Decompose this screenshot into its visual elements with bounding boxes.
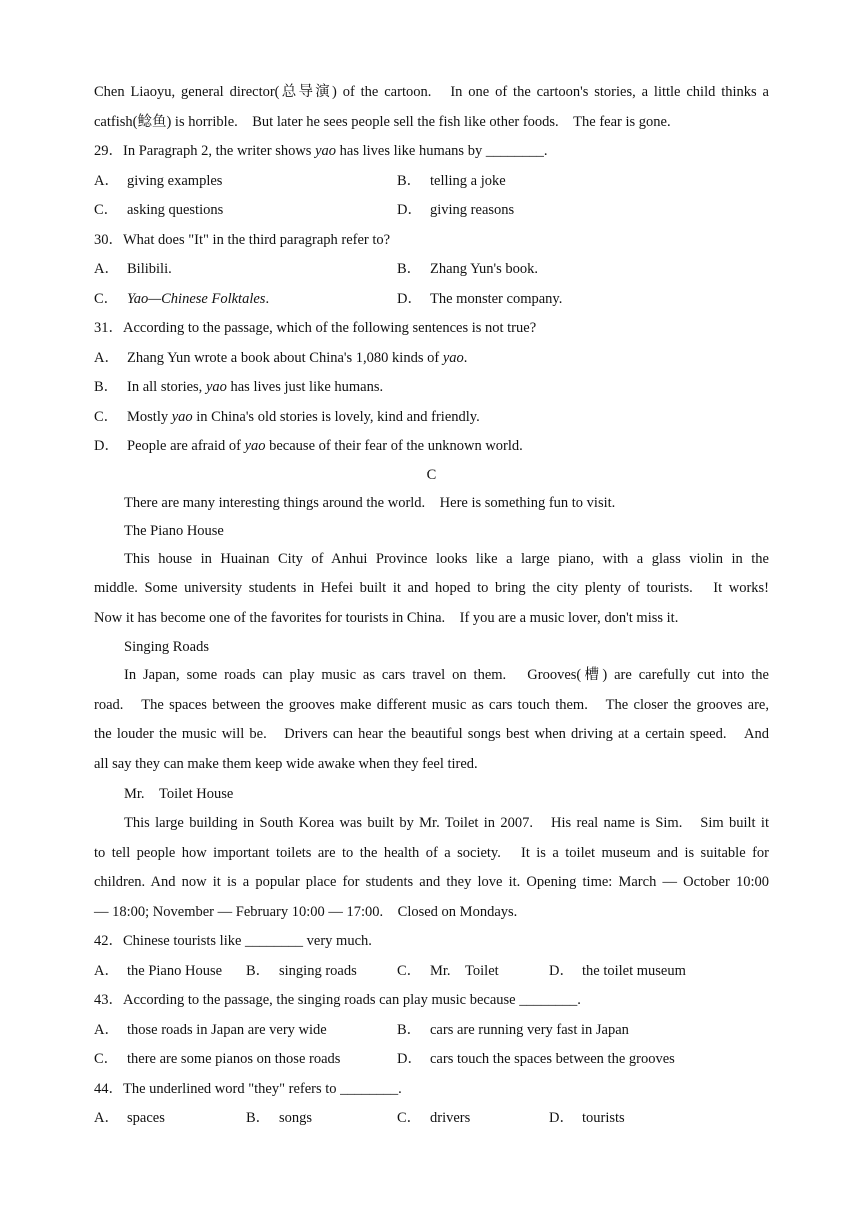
option-b[interactable]: B． telling a joke	[397, 172, 506, 189]
passage-line: middle. Some university students in Hefei built it and hoped to bring the city plenty of tourists. It works!	[94, 580, 769, 596]
passage-line: This house in Huainan City of Anhui Province looks like a large piano, with a glass violin in the	[124, 550, 769, 567]
section-intro: There are many interesting things around the world. Here is something fun to visit.	[124, 494, 616, 511]
option-d[interactable]: D． People are afraid of yao because of their fear of the unknown world.	[94, 438, 523, 454]
section-heading: C	[426, 466, 437, 483]
question-43-stem: 43．According to the passage, the singing roads can play music because ________.	[94, 992, 581, 1008]
passage-line: Now it has become one of the favorites for tourists in China. If you are a music lover, don't miss it.	[94, 609, 679, 626]
question-29-stem: 29．In Paragraph 2, the writer shows yao has lives like humans by ________.	[94, 143, 548, 159]
option-c[interactable]: C． Yao—Chinese Folktales.	[94, 290, 270, 307]
passage-line: catfish(鲶鱼) is horrible. But later he sees people sell the fish like other foods. The fear is gone.	[94, 113, 671, 130]
question-31-stem: 31．According to the passage, which of the following sentences is not true?	[94, 320, 537, 336]
passage-line: Chen Liaoyu, general director(总导演) of the cartoon. In one of the cartoon's stories, a little child thinks a	[94, 84, 769, 100]
option-d[interactable]: D． tourists	[549, 1110, 625, 1126]
option-a[interactable]: A． spaces	[94, 1110, 165, 1126]
option-b[interactable]: B． cars are running very fast in Japan	[397, 1021, 629, 1038]
question-30-options-row	[94, 255, 769, 285]
passage-line: the louder the music will be. Drivers can hear the beautiful songs best when driving at a certain speed. And	[94, 726, 769, 742]
page-content	[94, 78, 769, 1134]
passage-line: road. The spaces between the grooves make different music as cars touch them. The closer the grooves are,	[94, 696, 769, 713]
subheading-piano-house: The Piano House	[124, 522, 224, 539]
option-a[interactable]: A． those roads in Japan are very wide	[94, 1021, 327, 1038]
option-c[interactable]: C． Mr. Toilet	[397, 962, 499, 979]
option-c[interactable]: C． drivers	[397, 1110, 471, 1126]
option-c[interactable]: C． asking questions	[94, 202, 224, 218]
question-29-options-row	[94, 196, 769, 226]
question-44-options-row	[94, 1104, 769, 1134]
option-d[interactable]: D． the toilet museum	[549, 962, 686, 979]
passage-line: — 18:00; November — February 10:00 — 17:00. Closed on Mondays.	[94, 903, 518, 920]
option-d[interactable]: D． giving reasons	[397, 202, 515, 218]
question-30-options-row	[94, 285, 769, 315]
option-b[interactable]: B． In all stories, yao has lives just like humans.	[94, 379, 384, 395]
option-b[interactable]: B． songs	[246, 1110, 313, 1126]
option-b[interactable]: B． singing roads	[246, 962, 357, 979]
passage-line: children. And now it is a popular place for students and they love it. Opening time: March — October 10:00	[94, 874, 769, 890]
question-42-options-row	[94, 957, 769, 987]
option-a[interactable]: A． the Piano House	[94, 962, 223, 979]
passage-line: This large building in South Korea was built by Mr. Toilet in 2007. His real name is Sim. Sim built it	[124, 815, 769, 831]
question-43-options-row	[94, 1016, 769, 1046]
option-a[interactable]: A． Zhang Yun wrote a book about China's 1,080 kinds of yao.	[94, 349, 468, 366]
passage-line: all say they can make them keep wide awake when they feel tired.	[94, 755, 478, 772]
passage-line: to tell people how important toilets are to the health of a society. It is a toilet museum and is suitable for	[94, 844, 769, 861]
question-29-options-row	[94, 167, 769, 197]
option-d[interactable]: D． The monster company.	[397, 290, 563, 307]
question-42-stem: 42．Chinese tourists like ________ very much.	[94, 933, 372, 949]
question-43-options-row	[94, 1045, 769, 1075]
question-30-stem: 30．What does "It" in the third paragraph refer to?	[94, 231, 391, 248]
option-d[interactable]: D． cars touch the spaces between the grooves	[397, 1051, 675, 1067]
option-a[interactable]: A． Bilibili.	[94, 261, 172, 277]
subheading-singing-roads: Singing Roads	[124, 639, 209, 655]
option-a[interactable]: A． giving examples	[94, 172, 223, 189]
question-44-stem: 44．The underlined word "they" refers to ________.	[94, 1080, 402, 1097]
option-b[interactable]: B． Zhang Yun's book.	[397, 261, 538, 277]
option-c[interactable]: C． there are some pianos on those roads	[94, 1051, 341, 1067]
subheading-toilet-house: Mr. Toilet House	[124, 786, 234, 802]
passage-line: In Japan, some roads can play music as cars travel on them. Grooves(槽) are carefully cut into the	[124, 667, 769, 683]
option-c[interactable]: C． Mostly yao in China's old stories is lovely, kind and friendly.	[94, 408, 480, 425]
